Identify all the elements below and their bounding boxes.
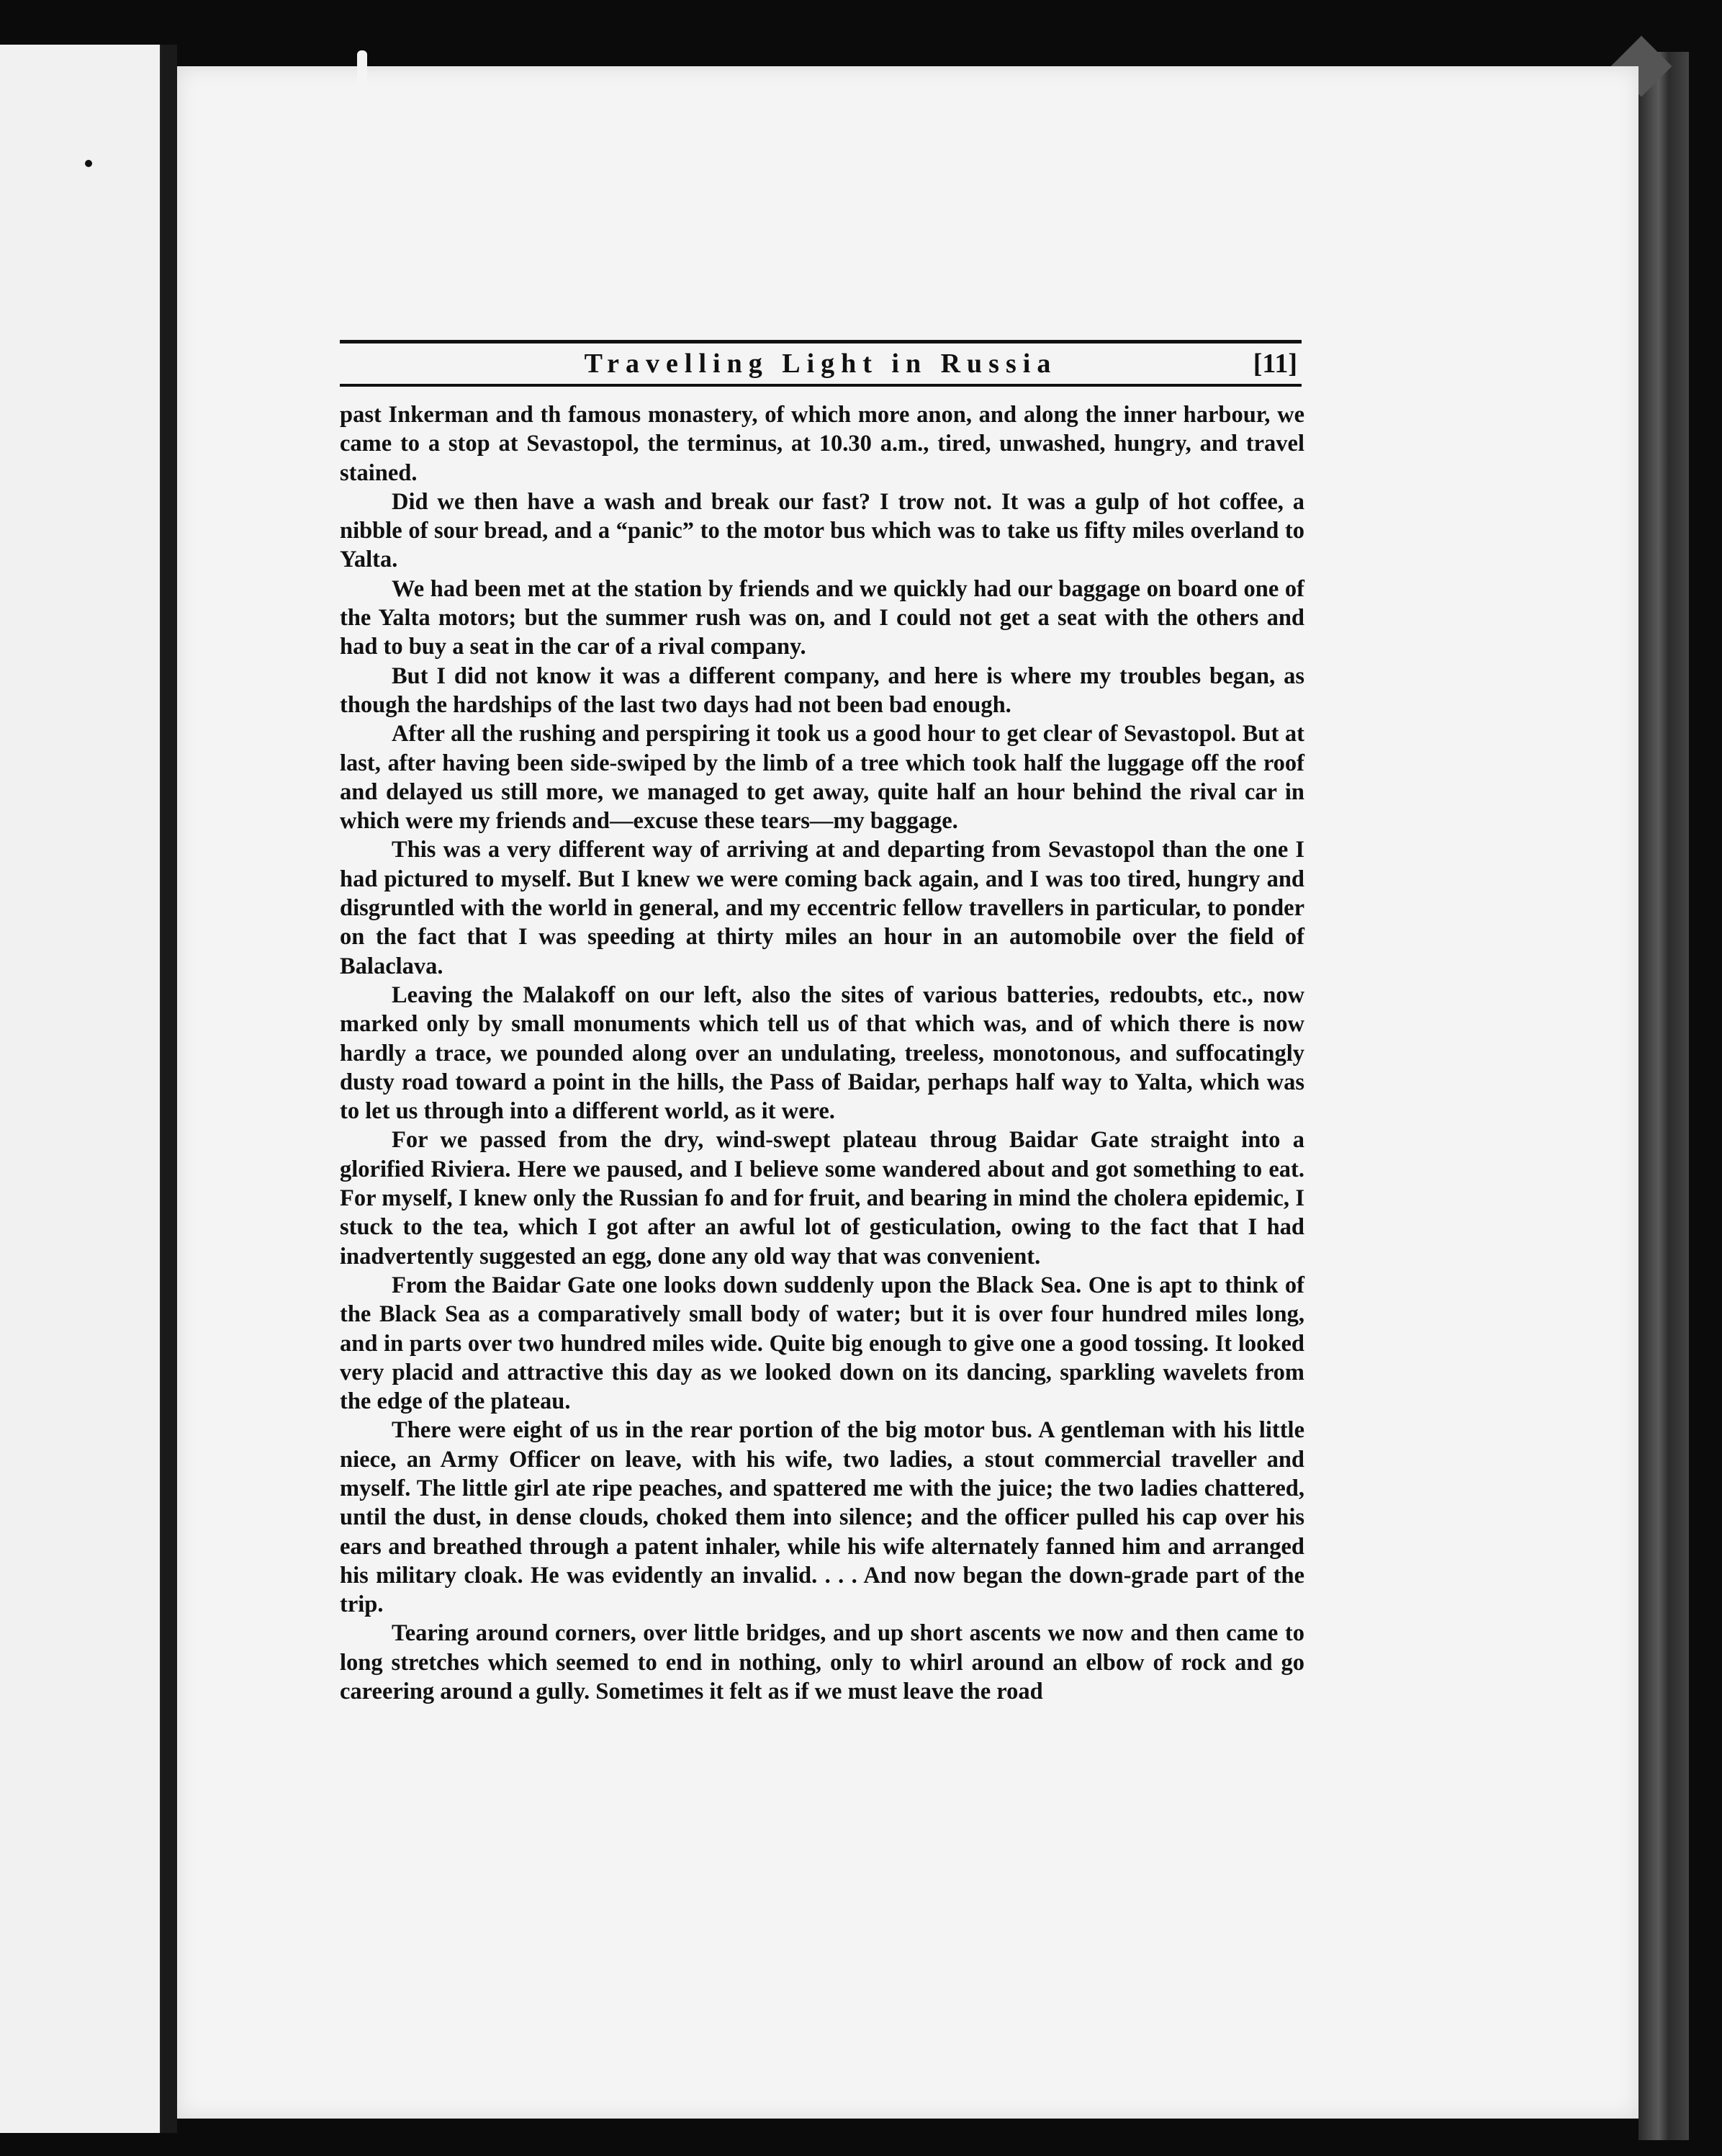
paragraph: From the Baidar Gate one looks down suddenly upon the Black Sea. One is apt to think of the Black Sea as a comparatively small body of water; but it is over four hundred miles long, and in parts over two hundred miles wide. Quite big enough to give one a good tossing. It looked very placid and attractive this day as we looked down on its dancing, sparkling wavelets from the edge of the plateau.	[340, 1272, 1304, 1415]
page-mark	[85, 160, 92, 167]
paragraph: We had been met at the station by friends and we quickly had our baggage on board one of the Yalta motors; but the summer rush was on, and I could not get a seat with the others and had to buy a seat in the car of a rival company.	[340, 575, 1304, 660]
running-header	[340, 340, 1302, 387]
paragraph: But I did not know it was a different company, and here is where my troubles began, as though the hardships of the last two days had not been bad enough.	[340, 662, 1304, 718]
page-edge	[1638, 52, 1689, 2140]
paragraph: Tearing around corners, over little bridges, and up short ascents we now and then came to long stretches which seemed to end in nothing, only to whirl around an elbow of rock and go careering around a gully. Sometimes it felt as if we must leave the road	[340, 1620, 1304, 1705]
facing-page	[0, 45, 162, 2133]
paragraph: After all the rushing and perspiring it took us a good hour to get clear of Sevastopol. But at last, after having been side-swiped by the limb of a tree which took half the luggage off the roof and delayed us still more, we managed to get away, quite half an hour behind the rival car in which were my friends and—excuse these tears—my baggage.	[340, 721, 1304, 835]
paragraph: Did we then have a wash and break our fast? I trow not. It was a gulp of hot coffee, a nibble of sour bread, and a “panic” to the motor bus which was to take us fifty miles overland to Yalta.	[340, 488, 1304, 573]
book-gutter	[161, 45, 177, 2133]
paragraph: There were eight of us in the rear portion of the big motor bus. A gentleman with his little niece, an Army Officer on leave, with his wife, two ladies, a stout commercial traveller and myself. The little girl ate ripe peaches, and spattered me with the juice; the two ladies chattered, until the dust, in dense clouds, choked them into silence; and the officer pulled his cap over his ears and breathed through a patent inhaler, while his wife alternately fanned him and arranged his military cloak. He was evidently an invalid. . . . And now began the down-grade part of the trip.	[340, 1417, 1304, 1618]
paragraph: For we passed from the dry, wind-swept plateau throug Baidar Gate straight into a glorified Riviera. Here we paused, and I believe some wandered about and got something to eat. For myself, I knew only the Russian fo and for fruit, and bearing in mind the cholera epidemic, I stuck to the tea, which I got after an awful lot of gesticulation, owing to the fact that I had inadvertently suggested an egg, done any old way that was convenient.	[340, 1127, 1304, 1270]
page-title: Travelling Light in Russia	[584, 349, 1058, 379]
body-text	[340, 400, 1304, 1706]
paragraph: past Inkerman and th famous monastery, of which more anon, and along the inner harbour, we came to a stop at Sevastopol, the terminus, at 10.30 a.m., tired, unwashed, hungry, and travel stained.	[340, 402, 1304, 486]
paragraph: This was a very different way of arriving at and departing from Sevastopol than the one I had pictured to myself. But I knew we were coming back again, and I was too tired, hungry and disgruntled with the world in general, and my eccentric fellow travellers in particular, to ponder on the fact that I was speeding at thirty miles an hour in an automobile over the field of Balaclava.	[340, 837, 1304, 979]
page-number: [11]	[1253, 349, 1297, 379]
paragraph: Leaving the Malakoff on our left, also the sites of various batteries, redoubts, etc., now marked only by small monuments which tell us of that which was, and of which there is now hardly a trace, we pounded along over an undulating, treeless, monotonous, and suffocatingly dusty road toward a point in the hills, the Pass of Baidar, perhaps half way to Yalta, which was to let us through into a different world, as it were.	[340, 982, 1304, 1125]
top-mark	[357, 50, 367, 89]
